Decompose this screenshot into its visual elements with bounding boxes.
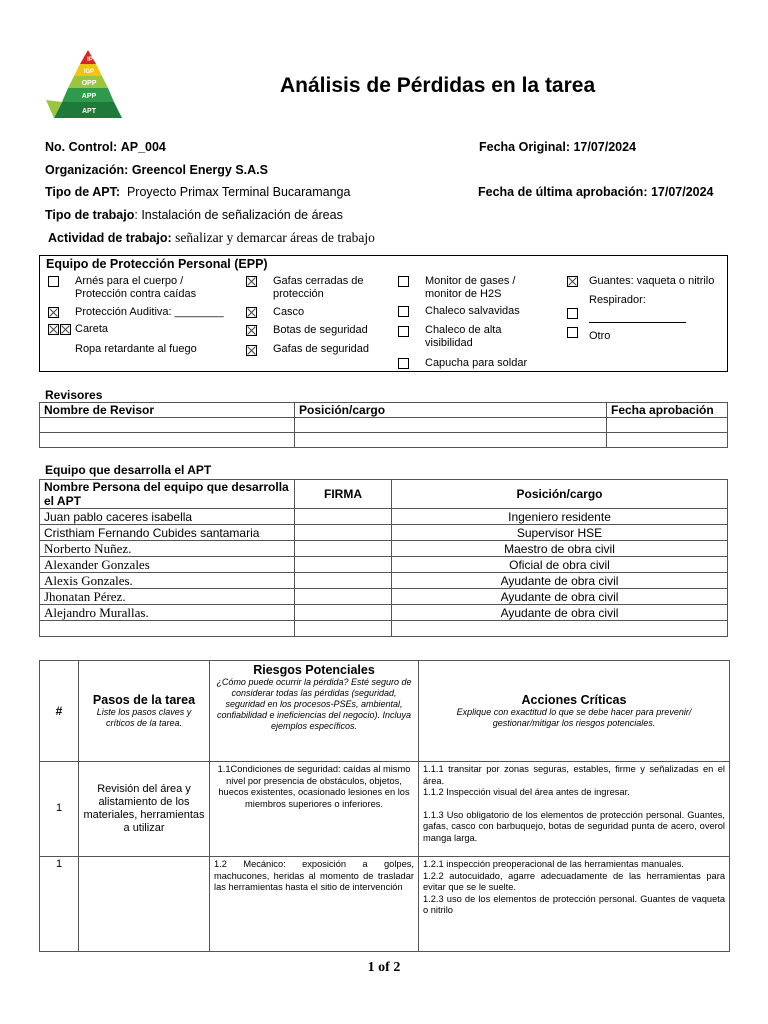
page-title: Análisis de Pérdidas en la tarea <box>280 74 596 97</box>
checkbox-capucha[interactable] <box>398 358 409 369</box>
control-number: No. Control: AP_004 <box>45 140 166 154</box>
member-position: Ayudante de obra civil <box>392 605 728 621</box>
logo-text-ip: IP <box>87 57 93 63</box>
checkbox-gafas-seguridad[interactable] <box>246 345 257 356</box>
table-row <box>40 525 728 541</box>
member-name: Juan pablo caceres isabella <box>40 509 295 525</box>
fecha-ultima-aprobacion: Fecha de última aprobación: 17/07/2024 <box>478 185 714 199</box>
member-name: Norberto Nuñez. <box>40 541 295 557</box>
organizacion: Organización: Greencol Energy S.A.S <box>45 163 268 177</box>
checkbox-chaleco-alta[interactable] <box>398 326 409 337</box>
label-guantes: Guantes: vaqueta o nitrilo <box>589 275 715 287</box>
tipo-apt: Tipo de APT: Proyecto Primax Terminal Bucaramanga <box>45 185 351 199</box>
label-chaleco-alta: Chaleco de alta visibilidad <box>425 324 502 349</box>
header-fecha-aprobacion: Fecha aprobación <box>607 403 728 418</box>
task-step: Revisión del área y alistamiento de los materiales, herramientas a utilizar <box>79 762 210 857</box>
logo-text-opp: OPP <box>81 80 97 87</box>
equipo-title: Equipo que desarrolla el APT <box>45 463 212 477</box>
member-position: Ingeniero residente <box>392 509 728 525</box>
table-row <box>40 762 730 857</box>
header-nombre-revisor: Nombre de Revisor <box>40 403 295 418</box>
pyramid-logo <box>44 48 132 124</box>
table-row <box>40 621 728 637</box>
label-gafas-cerradas: Gafas cerradas de protección <box>273 275 364 300</box>
risk-description: 1.1Condiciones de seguridad: caídas al mismo nivel por presencia de obstáculos, objetos, huecos existentes, ocasionado lesiones en los miembros superiores o inferiores. <box>210 762 419 857</box>
label-otro: Otro <box>589 330 611 342</box>
member-position: Ayudante de obra civil <box>392 589 728 605</box>
checkbox-botas[interactable] <box>246 325 257 336</box>
header-pasos: Pasos de la tarea Liste los pasos claves y críticos de la tarea. <box>79 661 210 762</box>
checkbox-arnes[interactable] <box>48 276 59 287</box>
member-position: Supervisor HSE <box>392 525 728 541</box>
tipo-trabajo: Tipo de trabajo: Instalación de señalización de áreas <box>45 208 343 222</box>
label-auditiva: Protección Auditiva: ________ <box>75 306 224 318</box>
epp-title: Equipo de Protección Personal (EPP) <box>46 257 268 271</box>
row-number: 1 <box>40 857 79 952</box>
label-capucha: Capucha para soldar <box>425 357 528 369</box>
respirador-line <box>589 322 686 323</box>
checkbox-chaleco-salvavidas[interactable] <box>398 306 409 317</box>
table-row <box>40 857 730 952</box>
table-row <box>40 557 728 573</box>
label-ropa: Ropa retardante al fuego <box>75 343 197 355</box>
checkbox-casco[interactable] <box>246 307 257 318</box>
checkbox-monitor[interactable] <box>398 276 409 287</box>
member-name: Alejandro Murallas. <box>40 605 295 621</box>
checkbox-auditiva[interactable] <box>48 307 59 318</box>
critical-actions: 1.2.1 inspección preoperacional de las herramientas manuales. 1.2.2 autocuidado, agarre adecuadamente de las herramientas para evitar que se le suelte. 1.2.3 uso de los elementos de protección personal. Guantes de vaqueta o nitrilo <box>419 857 730 952</box>
member-name: Alexander Gonzales <box>40 557 295 573</box>
header-num: # <box>40 661 79 762</box>
task-step <box>79 857 210 952</box>
member-name: Jhonatan Pérez. <box>40 589 295 605</box>
label-monitor: Monitor de gases / monitor de H2S <box>425 275 516 300</box>
row-number: 1 <box>40 762 79 857</box>
table-row <box>40 509 728 525</box>
header-posicion: Posición/cargo <box>295 403 607 418</box>
revisores-table <box>39 402 728 448</box>
member-position: Oficial de obra civil <box>392 557 728 573</box>
checkbox-careta-2[interactable] <box>60 324 71 335</box>
critical-actions: 1.1.1 transitar por zonas seguras, estables, firme y señalizadas en el área. 1.1.2 Inspección visual del área antes de ingresar. 1.1.3 Uso obligatorio de los elementos de protección personal. Guantes, gafas, casco con barbuquejo, botas de seguridad punta de acero, overol manga larga. <box>419 762 730 857</box>
member-position: Maestro de obra civil <box>392 541 728 557</box>
member-name: Cristhiam Fernando Cubides santamaria <box>40 525 295 541</box>
page-number: 1 of 2 <box>367 960 401 975</box>
actividad-trabajo: Actividad de trabajo: señalizar y demarcar áreas de trabajo <box>48 230 375 245</box>
logo-text-apt: APT <box>82 108 96 115</box>
table-row <box>40 605 728 621</box>
label-gafas-seguridad: Gafas de seguridad <box>273 343 370 355</box>
label-botas: Botas de seguridad <box>273 324 368 336</box>
label-chaleco-salvavidas: Chaleco salvavidas <box>425 305 520 317</box>
label-respirador: Respirador: <box>589 294 646 306</box>
header-nombre-persona: Nombre Persona del equipo que desarrolla el APT <box>40 480 295 509</box>
header-acciones: Acciones Críticas Explique con exactitud lo que se debe hacer para prevenir/ gestionar/mitigar los riesgos potenciales. <box>419 661 730 762</box>
table-row <box>40 541 728 557</box>
epp-section <box>39 255 728 372</box>
logo-text-app: APP <box>81 93 97 100</box>
header-riesgos: Riesgos Potenciales ¿Cómo puede ocurrir la pérdida? Esté seguro de considerar todas las pérdidas (seguridad, seguridad en los procesos-PSEs, ambiental, confiabilidad e ineficiencias del negocio). Incluya ejemplos específicos. <box>210 661 419 762</box>
label-careta: Careta <box>75 323 109 335</box>
risk-description: 1.2 Mecánico: exposición a golpes, machucones, heridas al momento de trasladar las herramientas hasta el sitio de intervención <box>210 857 419 952</box>
checkbox-gafas-cerradas[interactable] <box>246 276 257 287</box>
riesgos-table <box>39 660 730 952</box>
checkbox-otro[interactable] <box>567 327 578 338</box>
logo-text-igp: IGP <box>83 69 95 75</box>
checkbox-respirador[interactable] <box>567 308 578 319</box>
checkbox-careta-1[interactable] <box>48 324 59 335</box>
label-casco: Casco <box>273 306 305 318</box>
table-row <box>40 573 728 589</box>
label-arnes: Arnés para el cuerpo / Protección contra caídas <box>75 275 197 300</box>
table-row <box>40 433 728 448</box>
equipo-table <box>39 479 728 637</box>
fecha-original: Fecha Original: 17/07/2024 <box>479 140 637 154</box>
revisores-title: Revisores <box>45 388 103 402</box>
member-position: Ayudante de obra civil <box>392 573 728 589</box>
header-firma: FIRMA <box>295 480 392 509</box>
checkbox-guantes[interactable] <box>567 276 578 287</box>
header-posicion-cargo: Posición/cargo <box>392 480 728 509</box>
table-row <box>40 418 728 433</box>
table-row <box>40 589 728 605</box>
member-name: Alexis Gonzales. <box>40 573 295 589</box>
